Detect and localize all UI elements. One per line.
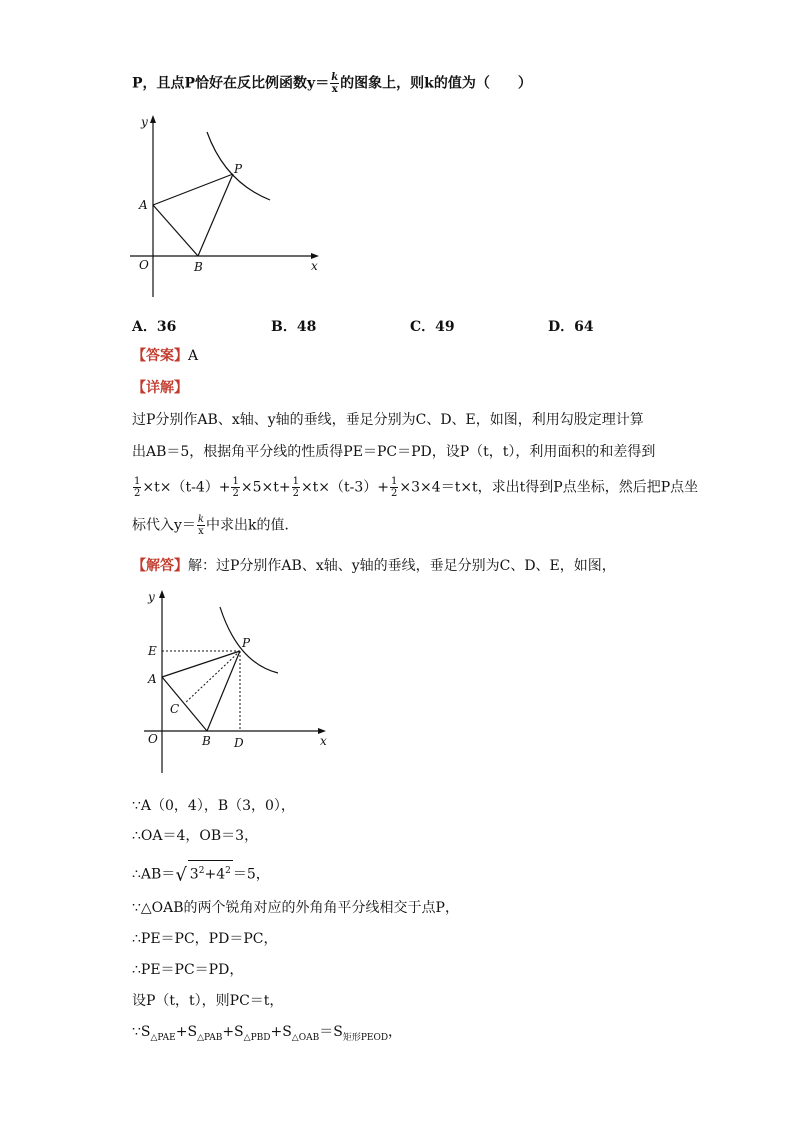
segment-AP (153, 174, 233, 205)
step-2: ∴OA＝4，OB＝3， (132, 828, 259, 844)
label-x: x (320, 734, 327, 748)
perpendicular-PC (185, 651, 240, 703)
segment-BP (207, 651, 240, 731)
fraction-k-over-x: $\frac{k}{x}$ (331, 72, 339, 95)
label-A: A (148, 672, 157, 686)
label-B: B (202, 734, 211, 748)
detail-line-2: 出AB＝5，根据角平分线的性质得PE＝PC＝PD，设P（t，t），利用面积的和差得到 (132, 444, 656, 460)
label-A: A (139, 198, 148, 212)
detail-line-4: 标代入y＝ $\frac{k}{x}$ 中求出k的值． (132, 514, 299, 537)
label-y: y (141, 115, 148, 129)
segment-BP (198, 174, 233, 256)
solution-line-1: 【解答】解：过P分别作AB、x轴、y轴的垂线，垂足分别为C、D、E，如图， (132, 558, 616, 574)
question-stem: P，且点P恰好在反比例函数y＝ $\frac{k}{x}$ 的图象上，则k的值为（ ） (132, 72, 532, 95)
step-5: ∴PE＝PC，PD＝PC， (132, 931, 278, 947)
detail-line-1: 过P分别作AB、x轴、y轴的垂线，垂足分别为C、D、E，如图，利用勾股定理计算 (132, 412, 644, 428)
radical-sign: √ (175, 864, 187, 886)
y-axis-arrow (150, 115, 156, 123)
step-4: ∵△OAB的两个锐角对应的外角角平分线相交于点P， (132, 900, 459, 916)
label-x: x (311, 259, 318, 273)
label-O: O (148, 732, 158, 746)
option-d: D．64 (548, 319, 594, 335)
y-axis-arrow (159, 590, 165, 598)
figure-1-graph (125, 112, 330, 302)
label-D: D (234, 736, 244, 750)
step-3: ∴AB＝√ $3^2+4^2 =5$， (132, 860, 270, 886)
option-c: C．49 (410, 319, 455, 335)
label-y: y (148, 590, 155, 604)
step-7: 设P（t，t），则PC＝t， (132, 993, 284, 1009)
option-a: A．36 (132, 319, 177, 335)
segment-AP (162, 651, 240, 677)
label-C: C (170, 702, 180, 716)
step-6: ∴PE＝PC＝PD， (132, 962, 244, 978)
answer-line: 【答案】A (132, 348, 199, 364)
step-8: $\because S_{\triangle PAE}+S_{\triangle PAB}+S_{\triangle PBD}+S_{\triangle OAB}=S_{矩形PEOD}$， (132, 1024, 403, 1043)
step-1: ∵A（0，4），B（3，0）， (132, 798, 295, 814)
option-b: B．48 (271, 319, 317, 335)
detail-line-3: $\frac{1}{2}$ ×t×（t-4）+ $\frac{1}{2}$ ×5×t+ $\frac{1}{2}$ ×t×（t-3）+ $\frac{1}{2}$ ×3×4＝t×t，求出t得到P点坐标，然后把P点坐 (134, 476, 699, 499)
label-O: O (139, 258, 149, 272)
figure-2-graph (140, 585, 340, 777)
label-B: B (194, 260, 203, 274)
detail-heading: 【详解】 (132, 380, 188, 396)
label-P: P (234, 162, 243, 176)
label-P: P (242, 636, 251, 650)
segment-AB (162, 677, 207, 731)
label-E: E (148, 644, 157, 658)
segment-AB (153, 205, 198, 256)
